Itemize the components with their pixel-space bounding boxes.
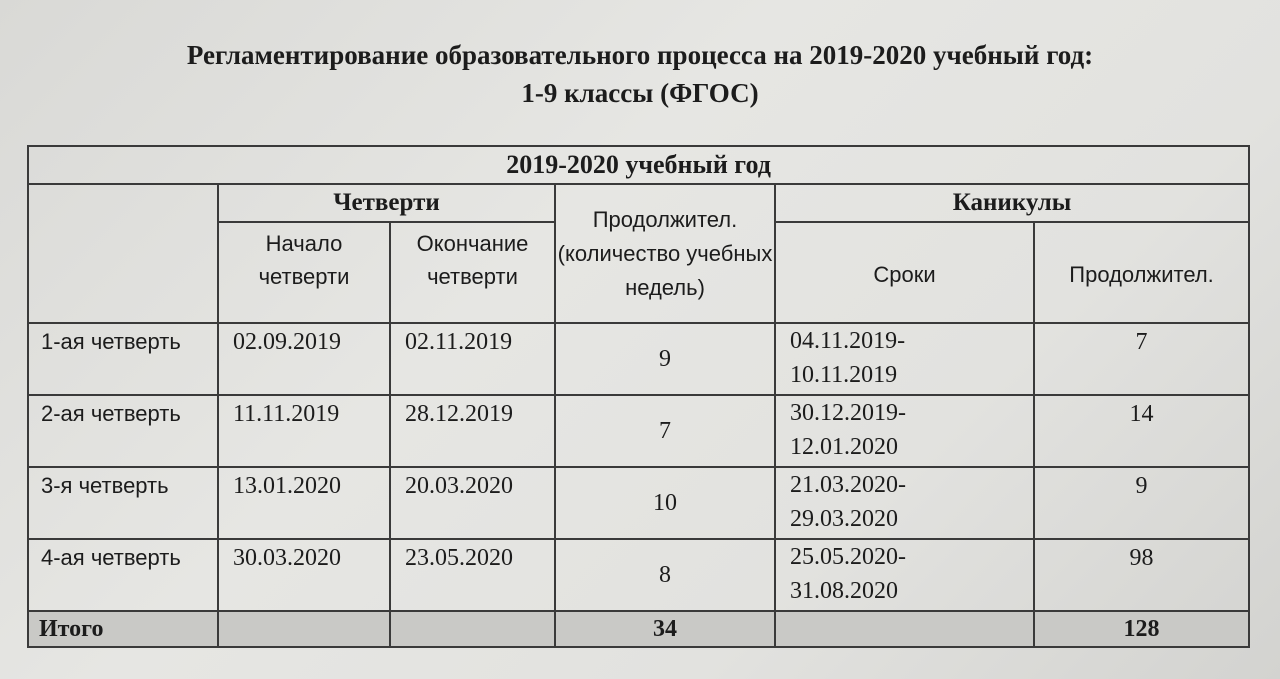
- total-empty-cell: [218, 611, 390, 647]
- total-label: Итого: [28, 611, 218, 647]
- total-empty-cell: [390, 611, 555, 647]
- quarter-weeks: 8: [555, 539, 775, 611]
- title-line-1: Регламентирование образовательного процесса на 2019-2020 учебный год:: [186, 40, 1094, 70]
- holiday-to: 29.03.2020: [790, 506, 898, 532]
- total-empty-cell: [775, 611, 1034, 647]
- quarter-weeks: 10: [555, 467, 775, 539]
- table-row: [28, 395, 1249, 467]
- holiday-range: [775, 323, 1034, 395]
- quarter-start: 13.01.2020: [218, 467, 390, 539]
- holiday-from: 04.11.2019-: [790, 328, 906, 354]
- holiday-from: 25.05.2020-: [790, 544, 906, 570]
- quarter-end: 02.11.2019: [390, 323, 555, 395]
- duration-header: Продолжител. (количество учебных недель): [555, 184, 775, 323]
- title-line-2: 1-9 классы (ФГОС): [521, 78, 759, 108]
- schedule-table: [27, 145, 1250, 648]
- holiday-range: [775, 395, 1034, 467]
- start-header: Начало четверти: [218, 222, 390, 323]
- holiday-days: 98: [1034, 539, 1249, 611]
- holiday-to: 12.01.2020: [790, 434, 898, 460]
- holidays-header: Каникулы: [775, 184, 1249, 222]
- quarter-end: 23.05.2020: [390, 539, 555, 611]
- quarters-header: Четверти: [218, 184, 555, 222]
- quarter-label: 1-ая четверть: [28, 323, 218, 395]
- quarter-end: 28.12.2019: [390, 395, 555, 467]
- total-row: [28, 611, 1249, 647]
- table-row: [28, 323, 1249, 395]
- holiday-duration-header: Продолжител.: [1034, 222, 1249, 323]
- quarter-label: 2-ая четверть: [28, 395, 218, 467]
- quarter-label: 4-ая четверть: [28, 539, 218, 611]
- quarter-weeks: 9: [555, 323, 775, 395]
- empty-corner-cell: [28, 184, 218, 323]
- holiday-range: [775, 467, 1034, 539]
- year-header: 2019-2020 учебный год: [28, 146, 1249, 184]
- table-row: [28, 467, 1249, 539]
- end-header: Окончание четверти: [390, 222, 555, 323]
- quarter-start: 30.03.2020: [218, 539, 390, 611]
- holiday-dates-header: Сроки: [775, 222, 1034, 323]
- quarter-start: 11.11.2019: [218, 395, 390, 467]
- holiday-to: 10.11.2019: [790, 362, 898, 388]
- holiday-days: 7: [1034, 323, 1249, 395]
- table-row: [28, 539, 1249, 611]
- holiday-to: 31.08.2020: [790, 578, 898, 604]
- quarter-start: 02.09.2019: [218, 323, 390, 395]
- total-weeks: 34: [555, 611, 775, 647]
- holiday-days: 14: [1034, 395, 1249, 467]
- holiday-days: 9: [1034, 467, 1249, 539]
- total-holiday-days: 128: [1034, 611, 1249, 647]
- holiday-range: [775, 539, 1034, 611]
- document-title: [0, 36, 1280, 112]
- holiday-from: 21.03.2020-: [790, 472, 906, 498]
- holiday-from: 30.12.2019-: [790, 400, 906, 426]
- quarter-end: 20.03.2020: [390, 467, 555, 539]
- quarter-label: 3-я четверть: [28, 467, 218, 539]
- quarter-weeks: 7: [555, 395, 775, 467]
